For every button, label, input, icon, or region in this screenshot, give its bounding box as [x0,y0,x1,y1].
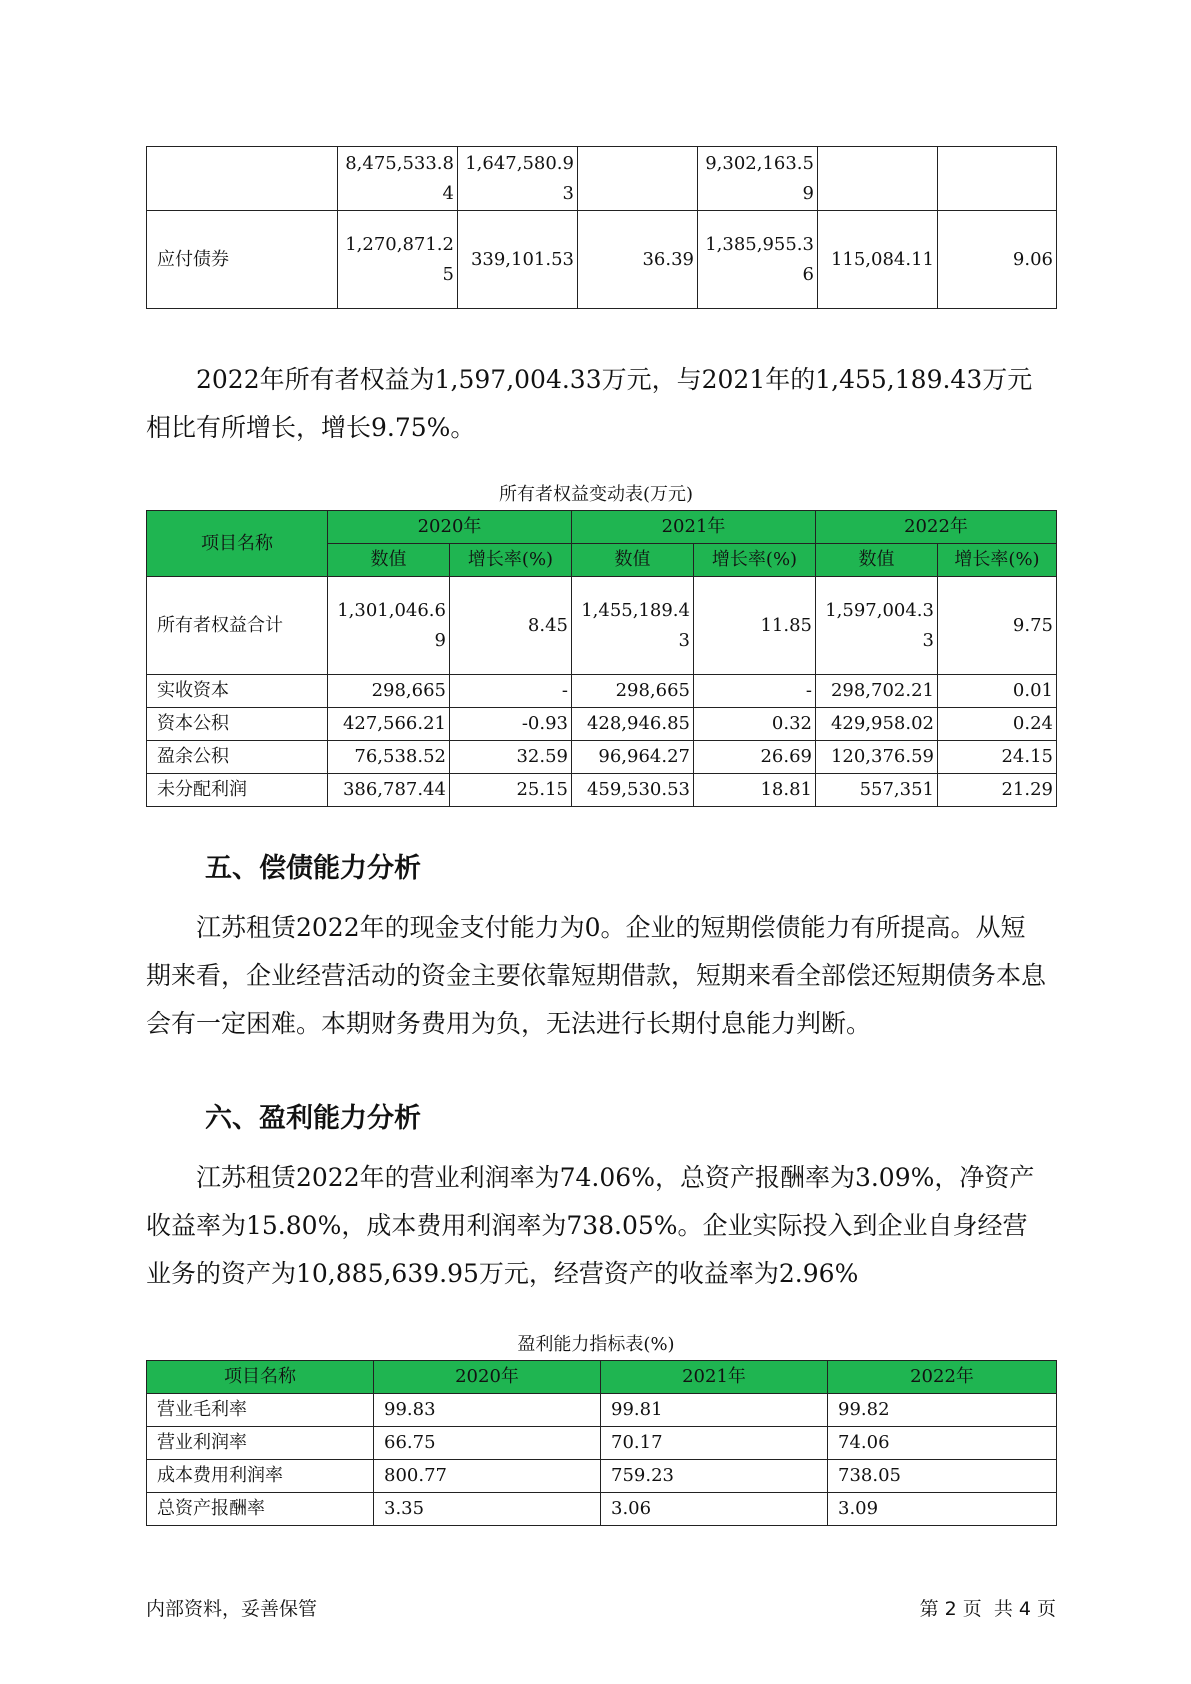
table-cell: -0.93 [450,708,572,741]
table-cell: 76,538.52 [328,741,450,774]
table-cell: 所有者权益合计 [147,577,328,675]
table-row [147,1427,1057,1460]
table-cell: 资本公积 [147,708,328,741]
column-header-year: 2020年 [328,511,572,544]
table-cell: 0.32 [694,708,816,741]
table-cell [578,147,698,211]
table-cell: 24.15 [938,741,1057,774]
table-cell: 32.59 [450,741,572,774]
footer-page-number: 第 2 页 共 4 页 [919,1598,1056,1620]
table-cell: 298,702.21 [816,675,938,708]
table-cell: 120,376.59 [816,741,938,774]
table-cell: 应付债券 [147,211,338,309]
table-cell: 1,270,871.25 [338,211,458,309]
table-cell: 738.05 [828,1460,1057,1493]
table-row [147,774,1057,807]
table-cell: 459,530.53 [572,774,694,807]
table-cell: 3.35 [374,1493,601,1526]
table-cell: 298,665 [572,675,694,708]
column-header-item: 项目名称 [147,1361,374,1394]
table-cell: 3.09 [828,1493,1057,1526]
equity-paragraph: 2022年所有者权益为1,597,004.33万元，与2021年的1,455,189.43万元相比有所增长，增长9.75%。 [146,365,1033,442]
table-row [147,741,1057,774]
table-cell: 1,597,004.33 [816,577,938,675]
column-header-item: 项目名称 [147,511,328,577]
table-cell: - [694,675,816,708]
profit-table-caption: 盈利能力指标表(%) [517,1334,675,1355]
table-cell: 25.15 [450,774,572,807]
table-header-row [147,1361,1057,1394]
section-heading-solvency: 五、偿债能力分析 [205,853,421,884]
table-cell: 429,958.02 [816,708,938,741]
equity-change-table [146,510,1057,807]
table-row [147,147,1057,211]
table-cell: 557,351 [816,774,938,807]
table-cell: 70.17 [601,1427,828,1460]
table-cell: 99.83 [374,1394,601,1427]
column-header-growth: 增长率(%) [694,544,816,577]
table-row [147,1460,1057,1493]
table-cell: 0.24 [938,708,1057,741]
column-header-growth: 增长率(%) [938,544,1057,577]
table-cell: 1,385,955.36 [698,211,818,309]
column-header-year: 2022年 [828,1361,1057,1394]
table-cell: 1,301,046.69 [328,577,450,675]
profitability-indicator-table [146,1360,1057,1526]
table-cell: 营业毛利率 [147,1394,374,1427]
table-cell: 0.01 [938,675,1057,708]
table-cell: 11.85 [694,577,816,675]
table-cell: 339,101.53 [458,211,578,309]
table-cell: 9,302,163.59 [698,147,818,211]
table-cell: 营业利润率 [147,1427,374,1460]
table-cell: 427,566.21 [328,708,450,741]
table-cell: 盈余公积 [147,741,328,774]
column-header-growth: 增长率(%) [450,544,572,577]
table-cell: 总资产报酬率 [147,1493,374,1526]
table-cell: 298,665 [328,675,450,708]
table-row [147,577,1057,675]
column-header-value: 数值 [816,544,938,577]
table-cell [938,147,1057,211]
table-header-row [147,511,1057,544]
table-cell: 66.75 [374,1427,601,1460]
table-cell: 26.69 [694,741,816,774]
table-cell: - [450,675,572,708]
table-row [147,1493,1057,1526]
table-row [147,675,1057,708]
table-cell: 9.06 [938,211,1057,309]
column-header-year: 2022年 [816,511,1057,544]
table-cell: 9.75 [938,577,1057,675]
table-cell: 36.39 [578,211,698,309]
table-row [147,708,1057,741]
table-cell: 99.82 [828,1394,1057,1427]
table-cell: 18.81 [694,774,816,807]
table-cell: 1,647,580.93 [458,147,578,211]
column-header-year: 2020年 [374,1361,601,1394]
table-cell: 实收资本 [147,675,328,708]
table-cell: 成本费用利润率 [147,1460,374,1493]
table-cell: 21.29 [938,774,1057,807]
section-heading-profitability: 六、盈利能力分析 [205,1103,421,1134]
table-cell [818,147,938,211]
table-cell: 800.77 [374,1460,601,1493]
table-row [147,211,1057,309]
column-header-year: 2021年 [572,511,816,544]
table-cell: 386,787.44 [328,774,450,807]
column-header-value: 数值 [572,544,694,577]
table-cell: 428,946.85 [572,708,694,741]
table-cell: 未分配利润 [147,774,328,807]
liabilities-table-continuation [146,146,1057,309]
table-cell: 96,964.27 [572,741,694,774]
table-cell: 115,084.11 [818,211,938,309]
table-cell: 74.06 [828,1427,1057,1460]
table-cell: 99.81 [601,1394,828,1427]
table-cell: 3.06 [601,1493,828,1526]
profitability-paragraph: 江苏租赁2022年的营业利润率为74.06%，总资产报酬率为3.09%，净资产收益率为15.80%，成本费用利润率为738.05%。企业实际投入到企业自身经营业务的资产为10,885,639.95万元，经营资产的收益率为2.96% [146,1163,1035,1288]
column-header-value: 数值 [328,544,450,577]
equity-table-caption: 所有者权益变动表(万元) [498,484,694,505]
table-cell: 759.23 [601,1460,828,1493]
table-cell [147,147,338,211]
solvency-paragraph: 江苏租赁2022年的现金支付能力为0。企业的短期偿债能力有所提高。从短期来看，企业经营活动的资金主要依靠短期借款，短期来看全部偿还短期债务本息会有一定困难。本期财务费用为负，无法进行长期付息能力判断。 [146,913,1047,1038]
table-cell: 8,475,533.84 [338,147,458,211]
column-header-year: 2021年 [601,1361,828,1394]
table-cell: 1,455,189.43 [572,577,694,675]
footer-confidential-note: 内部资料，妥善保管 [146,1598,318,1620]
table-row [147,1394,1057,1427]
table-cell: 8.45 [450,577,572,675]
